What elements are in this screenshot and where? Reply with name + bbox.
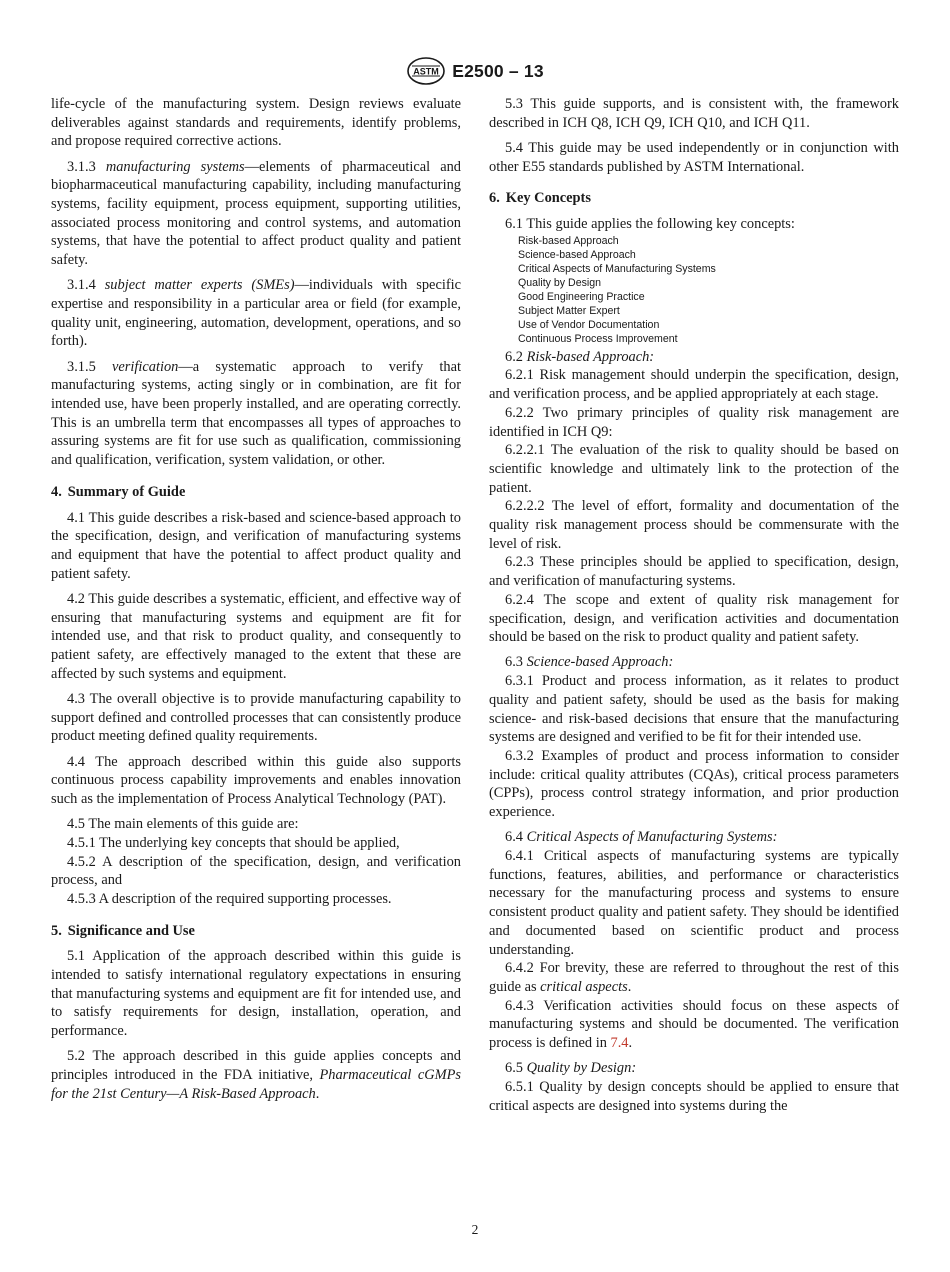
paragraph-6-3-2: 6.3.2 Examples of product and process information to consider include: critical quality attributes (CQAs), critical process parameters (CPPs), process control strategy information, and prior production experience. [489, 747, 899, 821]
svg-text:ASTM: ASTM [413, 66, 439, 77]
page-number: 2 [471, 1222, 479, 1237]
paragraph-5-4: 5.4 This guide may be used independently or in conjunction with other E55 standards published by ASTM International. [489, 139, 899, 175]
paragraph-6-3-1: 6.3.1 Product and process information, as it relates to product quality and patient safety, should be used as the basis for making science- and risk-based decisions that ensure that the manufacturing systems are designed and verified to be fit for their intended use. [489, 673, 899, 746]
list-item: Continuous Process Improvement [518, 332, 678, 345]
list-item: Subject Matter Expert [518, 304, 620, 317]
paragraph-5-1: 5.1 Application of the approach described within this guide is intended to satisfy international regulatory expectations in ensuring that manufacturing systems and equipment are fit for intended use, and to satisfy requirements for design, installation, operation, and performance. [51, 948, 461, 1040]
paragraph-6-2-3: 6.2.3 These principles should be applied to specification, design, and verification of manufacturing systems. [489, 554, 899, 590]
list-item: Science-based Approach [518, 248, 636, 261]
right-column [489, 95, 899, 1115]
paragraph-continuation: life-cycle of the manufacturing system. Design reviews evaluate deliverables against standards and requirements, identify problems, and propose required corrective actions. [51, 96, 461, 150]
paragraph-6-2-2-1: 6.2.2.1 The evaluation of the risk to quality should be based on scientific knowledge and ultimately link to the protection of the patient. [489, 442, 899, 496]
paragraph-4-3: 4.3 The overall objective is to provide manufacturing capability to support defined and controlled processes that can consistently produce product meeting defined quality requirements. [51, 690, 461, 745]
paragraph-4-2: 4.2 This guide describes a systematic, efficient, and effective way of ensuring that manufacturing systems and equipment are fit for intended use, and that risk to product quality, and consequently to patient safety, are effectively managed to the extent that these are affected by such systems and equipment. [51, 590, 461, 682]
definition-3-1-5: 3.1.5 verification—a systematic approach to verify that manufacturing systems, acting singly or in combination, are fit for intended use, have been properly installed, and are operating correctly. This is an umbrella term that encompasses all types of approaches to assuring systems are fit for use such as qualification, commissioning and qualification, verification, system validation, or other. [51, 358, 461, 469]
subheading-6-4: 6.4 Critical Aspects of Manufacturing Systems: [505, 829, 778, 846]
list-item: Quality by Design [518, 276, 602, 289]
standard-designation: E2500 – 13 [452, 60, 544, 81]
subheading-6-2: 6.2 Risk-based Approach: [505, 348, 655, 365]
paragraph-6-5-1: 6.5.1 Quality by design concepts should be applied to ensure that critical aspects are designed into systems during the [489, 1078, 899, 1114]
paragraph-6-2-4: 6.2.4 The scope and extent of quality risk management for specification, design, and verification activities and documentation should be based on the risk to product quality and patient safety. [489, 591, 899, 646]
paragraph-6-2-1: 6.2.1 Risk management should underpin the specification, design, and verification process, and be applied appropriately at each stage. [489, 367, 899, 403]
key-concepts-list [518, 234, 899, 346]
definition-3-1-4: 3.1.4 subject matter experts (SMEs)—individuals with specific expertise and responsibility in a particular area or field (for example, quality unit, engineering, automation, development, operations, and so forth). [51, 277, 462, 350]
list-item: Critical Aspects of Manufacturing Systems [518, 262, 716, 275]
definition-3-1-3: 3.1.3 manufacturing systems—elements of pharmaceutical and biopharmaceutical manufacturing capability, including manufacturing systems, facility equipment, process equipment, supporting utilities, associated process monitoring and control systems, and automation systems, that have the potential to affect product quality and patient safety. [51, 158, 461, 269]
paragraph-4-4: 4.4 The approach described within this guide also supports continuous process capability improvements and enables innovation such as the implementation of Process Analytical Technology (PAT). [51, 753, 461, 807]
paragraph-4-5-3: 4.5.3 A description of the required supporting processes. [67, 890, 392, 907]
paragraph-4-1: 4.1 This guide describes a risk-based and science-based approach to the specification, design, and verification of manufacturing systems and equipment that have the potential to affect product quality and patient safety. [51, 509, 461, 582]
paragraph-6-2-2: 6.2.2 Two primary principles of quality risk management are identified in ICH Q9: [489, 404, 899, 440]
page-header [0, 56, 950, 91]
paragraph-5-2: 5.2 The approach described in this guide applies concepts and principles introduced in the FDA initiative, Pharmaceutical cGMPs for the 21st Century—A Risk-Based Approach. [51, 1048, 462, 1102]
section-7-4-link[interactable]: 7.4 [610, 1035, 629, 1052]
left-column [51, 95, 461, 1110]
paragraph-6-4-3: 6.4.3 Verification activities should focus on these aspects of manufacturing systems and should be documented. The verification process is defined in 7.4. [489, 997, 899, 1052]
paragraph-6-2-2-2: 6.2.2.2 The level of effort, formality and documentation of the quality risk management process should be commensurate with the level of risk. [489, 498, 899, 552]
paragraph-6-4-2: 6.4.2 For brevity, these are referred to throughout the rest of this guide as critical aspects. [489, 960, 899, 995]
list-item: Good Engineering Practice [518, 290, 645, 303]
paragraph-5-3: 5.3 This guide supports, and is consistent with, the framework described in ICH Q8, ICH Q9, ICH Q10, and ICH Q11. [489, 96, 899, 131]
subheading-6-5: 6.5 Quality by Design: [505, 1060, 637, 1077]
list-item: Use of Vendor Documentation [518, 318, 660, 331]
subheading-6-3: 6.3 Science-based Approach: [505, 654, 674, 671]
paragraph-4-5-1: 4.5.1 The underlying key concepts that should be applied, [67, 834, 400, 851]
list-item: Risk-based Approach [518, 234, 619, 247]
paragraph-4-5-2: 4.5.2 A description of the specification, design, and verification process, and [51, 853, 461, 889]
astm-logo-icon [406, 56, 446, 86]
paragraph-6-4-1: 6.4.1 Critical aspects of manufacturing systems are typically functions, features, abilities, and performance or characteristics necessary for the manufacturing process and systems to ensure consistent product quality and patient safety. They should be identified and documented based on scientific product and process understanding. [489, 848, 899, 958]
section-heading-4: 4. Summary of Guide [51, 483, 186, 500]
section-heading-6: 6. Key Concepts [489, 190, 591, 207]
paragraph-6-1: 6.1 This guide applies the following key concepts: [505, 216, 795, 233]
paragraph-4-5: 4.5 The main elements of this guide are: [67, 816, 299, 833]
section-heading-5: 5. Significance and Use [51, 922, 195, 939]
